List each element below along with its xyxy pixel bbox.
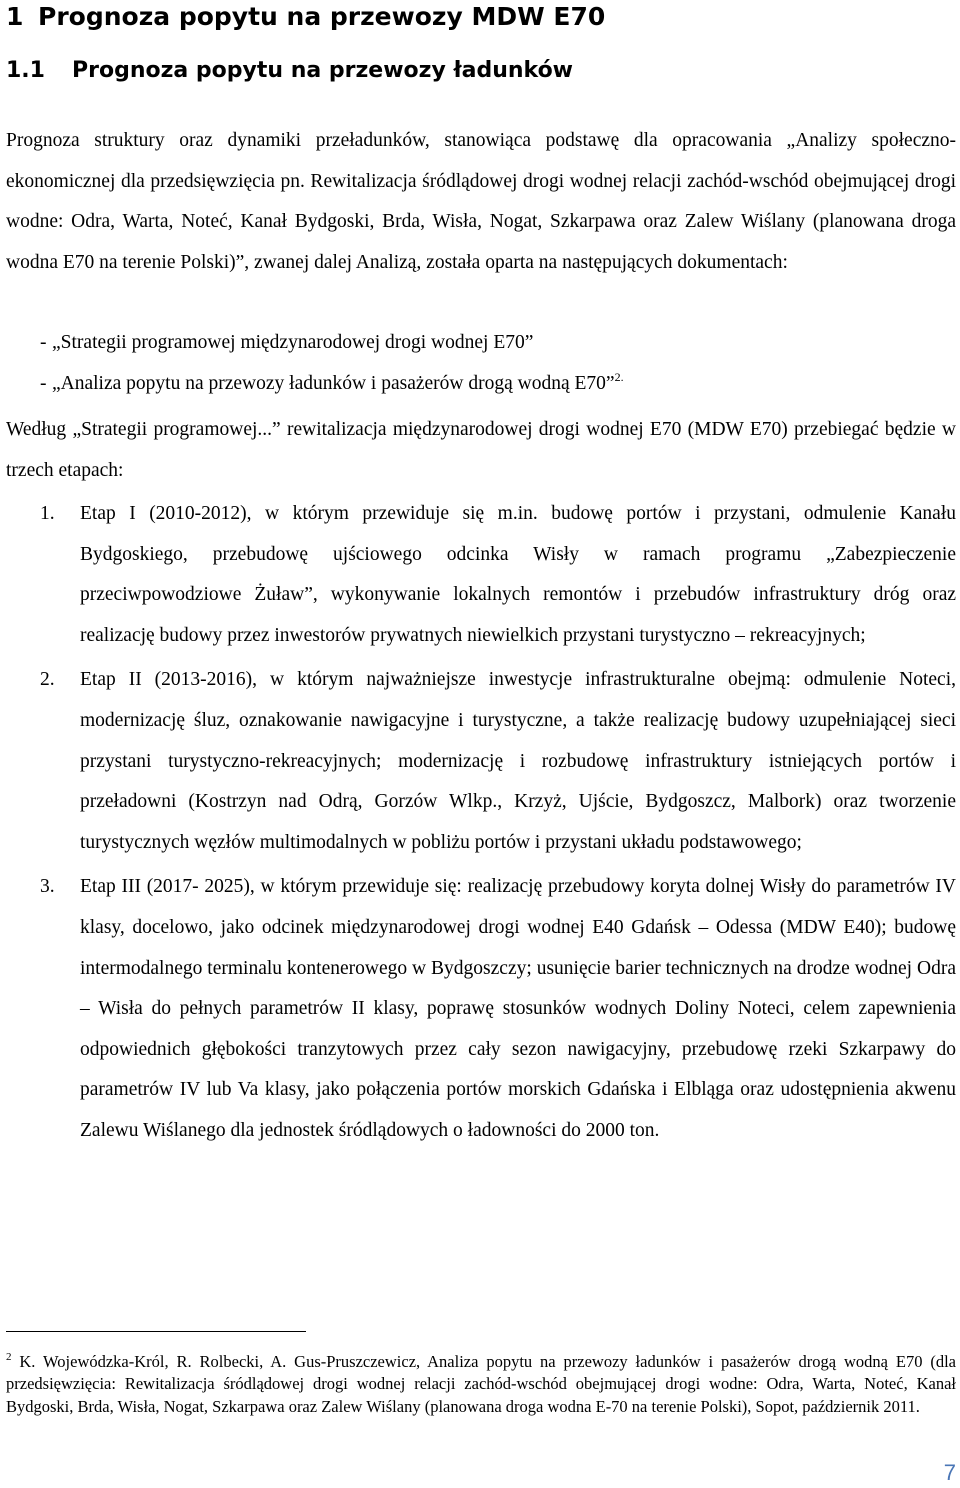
document-title: „Analiza popytu na przewozy ładunków i pasażerów drogą wodną E70” (52, 373, 615, 394)
section-title: Prognoza popytu na przewozy ładunków (72, 58, 574, 83)
chapter-number: 1 (6, 2, 24, 31)
section-heading (6, 56, 573, 86)
stage-number: 1. (40, 503, 55, 524)
stage-text: Etap III (2017- 2025), w którym przewiduje się: realizację przebudowy koryta dolnej Wisły do parametrów IV klasy, docelowo, jako odcinek międzynarodowej drogi wodnej E40 Gdańsk – Odessa (MDW E40); budowę intermodalnego terminalu kontenerowego w Bydgoszczy; usunięcie barier technicznych na drodze wodnej Odra – Wisła do pełnych parametrów II klasy, poprawę stosunków wodnych Doliny Noteci, celem zapewnienia odpowiednich głębokości tranzytowych przez cały sezon nawigacyjny, przebudowę rzeki Szkarpawy do parametrów IV lub Va klasy, jako połączenia portów morskich Gdańska i Elbląga oraz udostępnienia akwenu Zalewu Wiślanego dla jednostek śródlądowych o ładowności do 2000 ton. (80, 876, 956, 1141)
chapter-heading (6, 0, 605, 34)
document-list-item (6, 364, 624, 405)
section-number: 1.1 (6, 58, 45, 83)
stage-number: 3. (40, 876, 55, 898)
footnote (6, 1351, 956, 1418)
strategy-paragraph: Według „Strategii programowej...” rewitalizacja międzynarodowej drogi wodnej E70 (MDW E70) przebiegać będzie w trzech etapach: (6, 419, 956, 481)
stage-text: Etap I (2010-2012), w którym przewiduje się m.in. budowę portów i przystani, odmulenie Kanału Bydgoskiego, przebudowę ujściowego odcinka Wisły w ramach programu „Zabezpieczenie przeciwpowodziowe Żuław”, wykonywanie lokalnych remontów i przebudów infrastruktury dróg oraz realizację budowy przez inwestorów prywatnych niewielkich przystani turystyczno – rekreacyjnych; (80, 503, 956, 646)
document-title: „Strategii programowej międzynarodowej drogi wodnej E70” (52, 332, 534, 353)
list-dash: - (40, 332, 47, 353)
intro-paragraph: Prognoza struktury oraz dynamiki przeładunków, stanowiąca podstawę dla opracowania „Analizy społeczno-ekonomicznej dla przedsięwzięcia pn. Rewitalizacja śródlądowej drogi wodnej relacji zachód-wschód obejmującej drogi wodne: Odra, Warta, Noteć, Kanał Bydgoski, Brda, Wisła, Nogat, Szkarpawa oraz Zalew Wiślany (planowana droga wodna E70 na terenie Polski)”, zwanej dalej Analizą, została oparta na następujących dokumentach: (6, 130, 956, 273)
list-dash: - (40, 373, 47, 394)
stages-list (6, 494, 956, 1152)
footnote-reference: 2. (614, 370, 624, 384)
stage-item (6, 494, 956, 656)
page-number: 7 (943, 1460, 956, 1485)
stage-item (6, 660, 956, 863)
stage-number: 2. (40, 669, 55, 691)
document-list-item (6, 323, 533, 364)
stage-text: Etap II (2013-2016), w którym najważniejsze inwestycje infrastrukturalne obejmą: odmulenie Noteci, modernizację śluz, oznakowanie nawigacyjne i turystyczne, a także realizację budowy uzupełniającej sieci przystani turystyczno-rekreacyjnych; modernizację i rozbudowę infrastruktury istniejących portów i przeładowni (Kostrzyn nad Odrą, Gorzów Wlkp., Krzyż, Ujście, Bydgoszcz, Malbork) oraz tworzenie turystycznych węzłów multimodalnych w pobliżu portów i przystani układu podstawowego; (80, 669, 956, 853)
stage-item (6, 867, 956, 1151)
footnote-text: K. Wojewódzka-Król, R. Rolbecki, A. Gus-Pruszczewicz, Analiza popytu na przewozy ładunków i pasażerów drogą wodną E70 (dla przedsięwzięcia: Rewitalizacja śródlądowej drogi wodnej relacji zachód-wschód obejmującej drogi wodne: Odra, Warta, Noteć, Kanał Bydgoski, Brda, Wisła, Nogat, Szkarpawa oraz Zalew Wiślany (planowana droga wodna E-70 na terenie Polski), Sopot, październik 2011. (6, 1352, 956, 1416)
chapter-title: Prognoza popytu na przewozy MDW E70 (38, 2, 606, 31)
footnote-separator (6, 1331, 306, 1332)
footnote-marker: 2 (6, 1351, 12, 1363)
